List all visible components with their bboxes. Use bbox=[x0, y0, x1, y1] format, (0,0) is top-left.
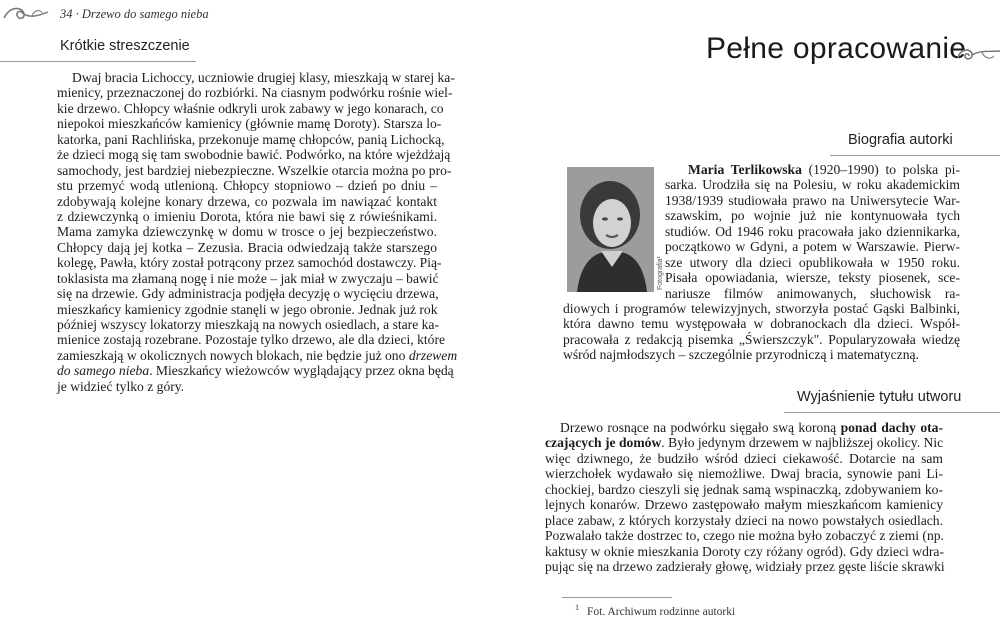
explanation-line: Pozwalało także dostrzec to, czego nie można było zobaczyć z ziemi (np. bbox=[545, 528, 944, 544]
summary-line: kolegę, Pawła, który został potrącony przez samochód dostawczy. Pią- bbox=[57, 255, 442, 271]
biography-line-text: (1920–1990) to polska pi- bbox=[801, 162, 960, 177]
footnote bbox=[575, 603, 735, 618]
explanation-line: lejnych konarów. Drzewo zastępowało małym mieszkańcom kamienicy bbox=[545, 497, 943, 513]
biography-line: szawskim, po wojnie już nie kontynuowała tych bbox=[665, 208, 960, 224]
summary-line: niepokoi mieszkańców kamienicy (głównie mamę Doroty). Starsza lo- bbox=[57, 116, 442, 132]
biography-line: nariusze filmów animowanych, słuchowisk ra- bbox=[665, 285, 960, 301]
biography-line: Pisała opowiadania, wiersze, teksty piosenek, sce- bbox=[665, 270, 960, 286]
biography-line: sze utwory dla dzieci opublikowała w 1950 roku. bbox=[665, 254, 960, 270]
biography-line bbox=[500, 162, 960, 177]
summary-line: Chłopcy dają jej kotka – Zezusia. Bracia odwiedzają także starszego bbox=[57, 239, 437, 255]
summary-line: z dziewczynką o imieniu Dorota, która nie bawi się z rówieśnikami. bbox=[57, 208, 437, 224]
biography-line: wśród najmłodszych – szczególnie przyrodniczą i matematyczną. bbox=[563, 347, 919, 363]
summary-italic: drzewem bbox=[408, 347, 458, 363]
decorative-swirl-icon bbox=[2, 2, 50, 24]
section-rule bbox=[0, 61, 196, 62]
section-title-title-explanation: Wyjaśnienie tytułu utworu bbox=[797, 389, 962, 405]
photo-credit: Fotografia¹ bbox=[657, 256, 664, 290]
summary-line: mieszkańcy kamienicy zgodnie stanęli w jego obronie. Jednak już rok bbox=[57, 301, 438, 317]
summary-italic: do samego nieba bbox=[57, 363, 150, 379]
explanation-bold: czających je domów bbox=[545, 435, 662, 451]
biography-line: diowych i programów telewizyjnych, stworzyła postać Gąski Balbinki, bbox=[563, 300, 960, 316]
summary-line: Mama zamyka dziewczynkę w domu w trosce o jej bezpieczeństwo. bbox=[57, 224, 437, 240]
decorative-swirl-icon bbox=[954, 42, 1000, 68]
explanation-line: place zabaw, z których korzystały dzieci na nowo powstałych osiedlach. bbox=[545, 512, 943, 528]
section-rule bbox=[830, 155, 1000, 156]
section-title-summary: Krótkie streszczenie bbox=[60, 38, 190, 54]
summary-line: że dzieci mogą się tam swobodnie bawić. Podwórko, na które wjeżdżają bbox=[57, 147, 451, 163]
summary-text bbox=[57, 70, 458, 394]
explanation-line bbox=[545, 435, 943, 450]
summary-line-text: zamieszkają w okolicznych nowych blokach, nie będzie już ono bbox=[57, 347, 409, 363]
summary-line bbox=[57, 363, 454, 379]
biography-line: która dawno temu występowała w dobranockach dla dzieci. Współ- bbox=[563, 316, 960, 332]
footnote-rule bbox=[562, 597, 672, 598]
summary-line: Dwaj bracia Lichoccy, uczniowie drugiej klasy, mieszkają w starej ka- bbox=[72, 70, 455, 85]
summary-line: stu przemyć wodą utlenioną. Chłopcy stopniowo – dzień po dniu – bbox=[57, 178, 437, 194]
biography-line: początkowo w Gdyni, a potem w Warszawie. Pierw- bbox=[665, 239, 960, 255]
explanation-line: więc dziwnego, że budziło wśród dzieci ciekawość. Dotarcie na sam bbox=[545, 450, 943, 466]
explanation-lead: Drzewo rosnące na podwórku sięgało swą koroną bbox=[560, 420, 841, 435]
explanation-line: pując się na drzewo zadzierały głowę, widziały przez gęste liście skrawki bbox=[545, 558, 945, 574]
summary-line bbox=[57, 347, 458, 363]
title-explanation-text bbox=[545, 420, 943, 574]
running-head: 34 · Drzewo do samego nieba bbox=[60, 7, 209, 21]
summary-line: mienice zostają rozebrane. Pozostaje tylko drzewo, ale dla dzieci, które bbox=[57, 332, 446, 348]
biography-text bbox=[500, 162, 960, 363]
footnote-mark: 1 bbox=[575, 603, 579, 612]
biography-line: pracowała z redakcją pisemka „Świerszczyk". Popularyzowała wiedzę bbox=[563, 331, 960, 347]
biography-line: studiów. Od 1946 roku pracowała jako dziennikarka, bbox=[665, 223, 960, 239]
summary-line: kie drzewo. Chłopcy właśnie odkryli urok zabawy w jego konarach, co bbox=[57, 100, 444, 116]
right-page bbox=[500, 0, 1000, 624]
summary-line: zdobywają kolejne konary drzewa, co pozwala im nawiązać kontakt bbox=[57, 193, 437, 209]
summary-line: później wszyscy lokatorzy mieszkają na nowych osiedlach, a stare ka- bbox=[57, 317, 439, 332]
explanation-line: wierzchołek wydawało się niemożliwe. Dwaj bracia, synowie pani Li- bbox=[545, 466, 943, 482]
summary-line: się na drzewie. Gdy administracja podjęła decyzję o wycięciu drzewa, bbox=[57, 286, 439, 302]
author-name: Maria Terlikowska bbox=[688, 162, 802, 177]
explanation-line-text: . Było jedynym drzewem w najbliższej okolicy. Nic bbox=[661, 435, 944, 451]
footnote-text: Fot. Archiwum rodzinne autorki bbox=[587, 605, 736, 618]
biography-line: 1938/1939 studiowała prawo na Uniwersytecie War- bbox=[665, 192, 960, 208]
section-rule bbox=[784, 412, 1000, 413]
summary-line: katorka, pani Rachlińska, przekonuje mamę chłopców, panią Lichocką, bbox=[57, 131, 445, 147]
summary-line-text: . Mieszkańcy wieżowców wyglądający przez okna będą bbox=[149, 363, 454, 379]
page-title: Pełne opracowanie bbox=[706, 32, 967, 65]
summary-line: je widzieć tylko z góry. bbox=[57, 378, 185, 394]
explanation-line: chockiej, bardzo cieszyli się jednak samą wspinaczką, zdobywaniem ko- bbox=[545, 481, 943, 497]
section-title-biography: Biografia autorki bbox=[848, 132, 953, 148]
explanation-bold: ponad dachy ota- bbox=[840, 420, 943, 435]
explanation-line: kaktusy w oknie mieszkania Doroty czy różany ogród). Gdy dzieci wdra- bbox=[545, 543, 944, 559]
explanation-line bbox=[545, 420, 943, 435]
biography-line: sarka. Urodziła się na Polesiu, w roku akademickim bbox=[665, 177, 960, 193]
summary-line: toklasista ma złamaną nogę i nie może – jak miał w zwyczaju – bawić bbox=[57, 270, 439, 286]
summary-line: samochody, jest bardziej niebezpieczne. Wszelkie otarcia można po pro- bbox=[57, 162, 452, 178]
summary-line: mienicy, przeznaczonej do rozbiórki. Na ciasnym podwórku rośnie wiel- bbox=[57, 85, 453, 101]
